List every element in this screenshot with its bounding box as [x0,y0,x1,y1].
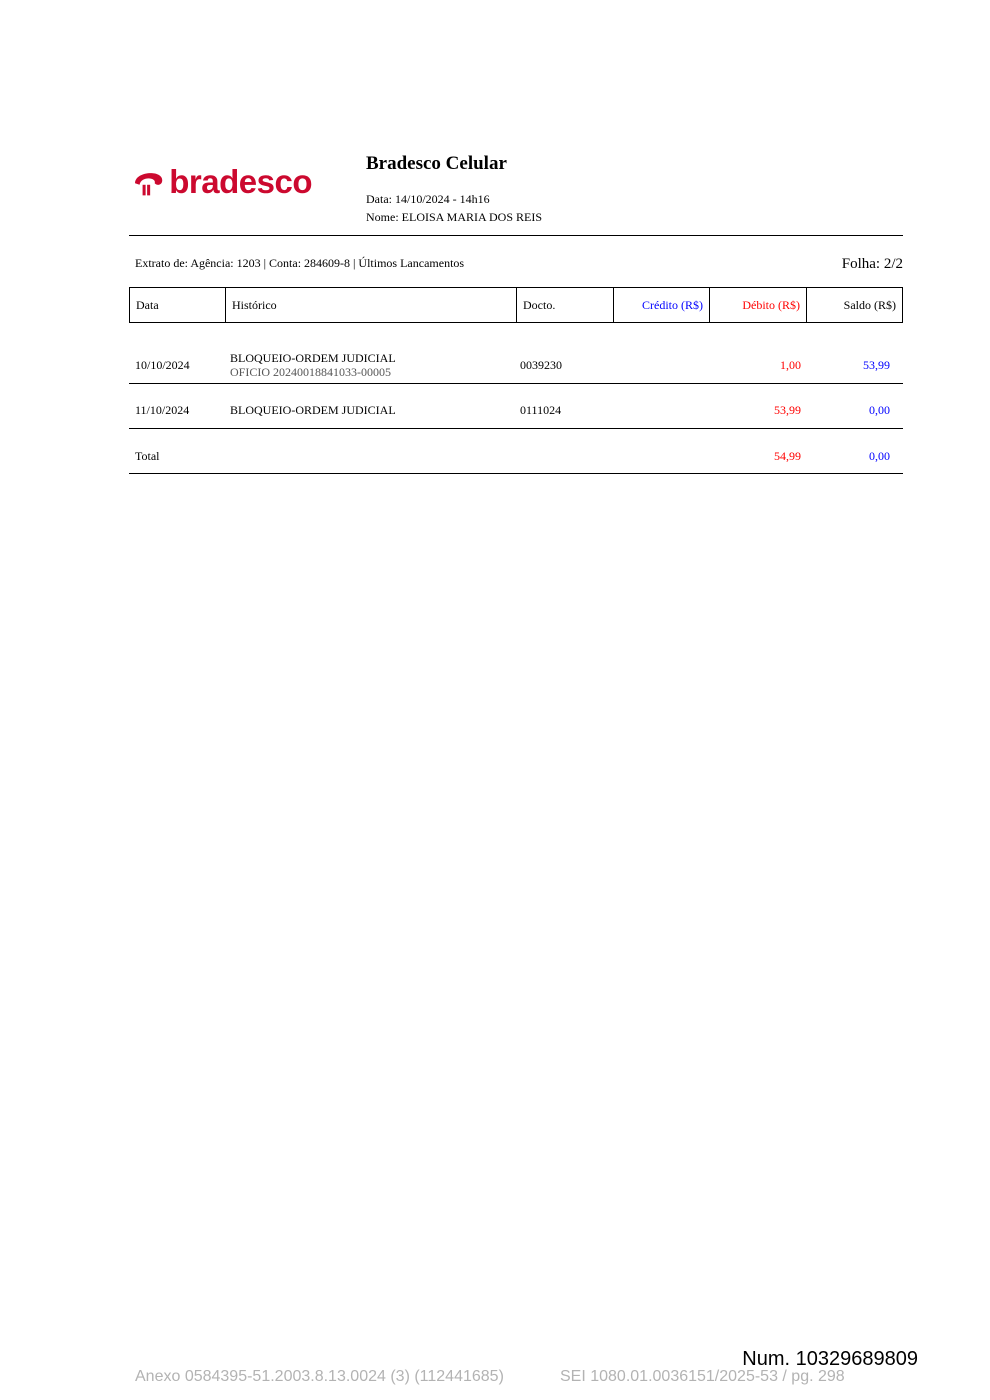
row-debit: 53,99 [774,403,801,417]
column-header-history [225,287,517,323]
column-header-document [516,287,614,323]
bradesco-logo [132,158,312,204]
logo-wordmark: bradesco [169,162,312,200]
row-divider [129,383,903,384]
total-debit: 54,99 [774,449,801,463]
total-label: Total [135,449,160,463]
document-number: Num. 10329689809 [742,1348,918,1370]
column-header-date [129,287,226,323]
statement-date: Data: 14/10/2024 - 14h16 [366,192,490,206]
sheet-number: Folha: 2/2 [841,256,903,272]
statement-description: Extrato de: Agência: 1203 | Conta: 284609-8 | Últimos Lancamentos [135,256,465,270]
column-header-label: Data [136,297,159,312]
column-header-label: Crédito (R$) [642,297,703,312]
row-document: 0111024 [520,403,562,417]
column-header-debit [709,287,807,323]
row-balance: 53,99 [863,358,890,372]
column-header-credit [613,287,710,323]
column-header-label: Débito (R$) [742,297,800,312]
total-balance: 0,00 [869,449,890,463]
bradesco-tree-icon [132,160,165,202]
column-header-label: Saldo (R$) [843,297,896,312]
row-date: 11/10/2024 [135,403,190,417]
row-history: BLOQUEIO-ORDEM JUDICIAL [230,351,396,365]
column-header-label: Docto. [523,297,556,312]
row-document: 0039230 [520,358,562,372]
sei-reference: SEI 1080.01.0036151/2025-53 / pg. 298 [560,1368,845,1385]
header-divider [129,235,903,236]
document-title: Bradesco Celular [366,153,507,174]
row-date: 10/10/2024 [135,358,190,372]
row-debit: 1,00 [780,358,801,372]
column-header-label: Histórico [232,297,277,312]
row-history-detail: OFICIO 20240018841033-00005 [230,365,391,379]
account-holder-name: Nome: ELOISA MARIA DOS REIS [366,210,543,224]
annex-reference: Anexo 0584395-51.2003.8.13.0024 (3) (112441685) [135,1368,504,1385]
column-header-balance [806,287,903,323]
row-divider [129,428,903,429]
row-history: BLOQUEIO-ORDEM JUDICIAL [230,403,396,417]
table-bottom-divider [129,473,903,474]
row-balance: 0,00 [869,403,890,417]
